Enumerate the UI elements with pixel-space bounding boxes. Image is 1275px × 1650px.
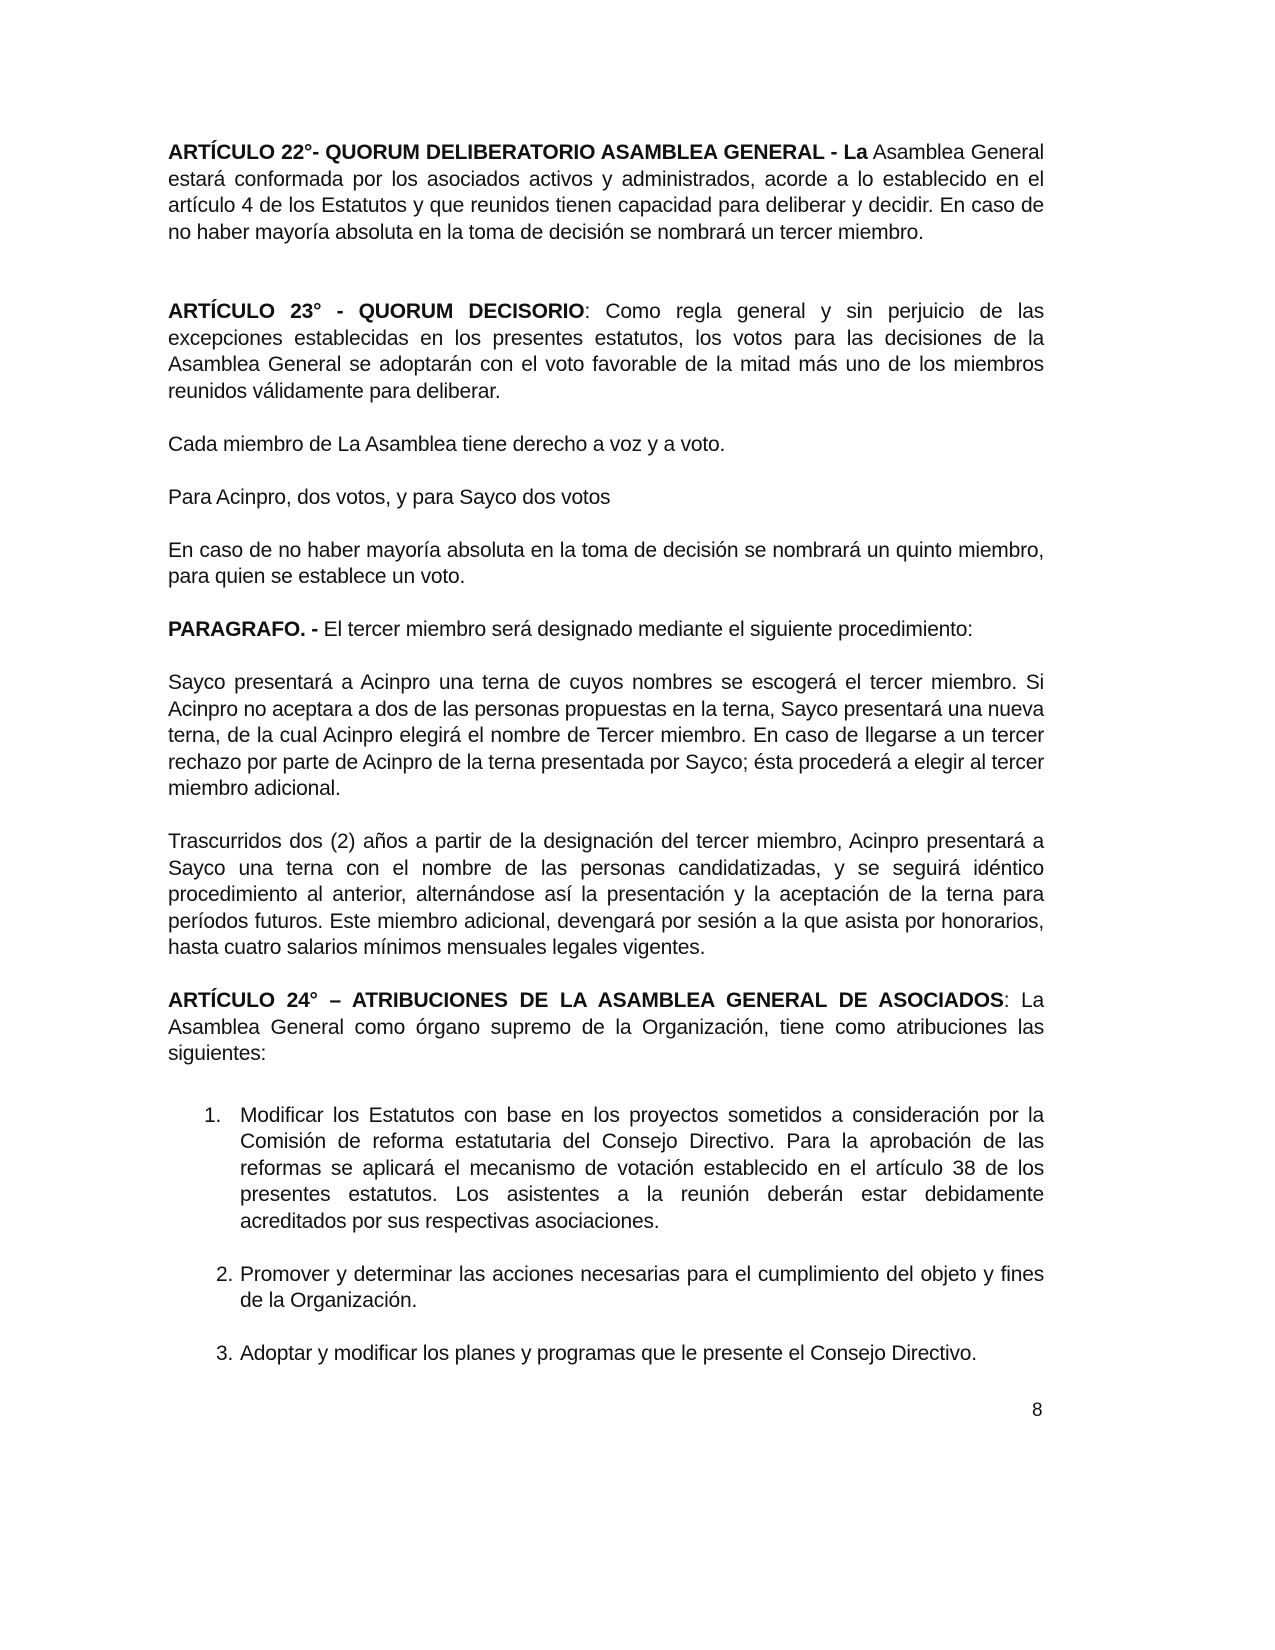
- article-23-paragraph-2: Cada miembro de La Asamblea tiene derecho a voz y a voto.: [168, 432, 726, 456]
- article-22-body: Asamblea General estará conformada por los asociados activos y administrados, acorde a lo establecido en el artículo 4 de los Estatutos y que reunidos tienen capacidad para deliberar y decidir. En caso de no haber mayoría absoluta en la toma de decisión se nombrará un tercer miembro.: [168, 141, 1044, 244]
- list-item-text: Adoptar y modificar los planes y programas que le presente el Consejo Directivo.: [240, 1342, 977, 1365]
- article-24: [168, 988, 1044, 1068]
- paragrafo-paragraph-2: Sayco presentará a Acinpro una terna de cuyos nombres se escogerá el tercer miembro. Si Acinpro no aceptara a dos de las personas propuestas en la terna, Sayco presentará una nueva terna, de la cual Acinpro elegirá el nombre de Tercer miembro. En caso de llegarse a un tercer rechazo por parte de Acinpro de la terna presentada por Sayco; ésta procederá a elegir al tercer miembro adicional.: [168, 671, 1044, 800]
- article-24-list: [168, 1103, 1044, 1368]
- article-24-heading: ARTÍCULO 24° – ATRIBUCIONES DE LA ASAMBLEA GENERAL DE ASOCIADOS: [168, 989, 1004, 1012]
- document-page: [168, 140, 1044, 1368]
- article-23-paragraph-4: En caso de no haber mayoría absoluta en la toma de decisión se nombrará un quinto miembro, para quien se establece un voto.: [168, 538, 1044, 588]
- list-item-text: Modificar los Estatutos con base en los proyectos sometidos a consideración por la Comisión de reforma estatutaria del Consejo Directivo. Para la aprobación de las reformas se aplicará el mecanismo de votación establecido en el artículo 38 de los presentes estatutos. Los asistentes a la reunión deberán estar debidamente acreditados por sus respectivas asociaciones.: [240, 1103, 1044, 1233]
- paragrafo-paragraph-3: Trascurridos dos (2) años a partir de la designación del tercer miembro, Acinpro presentará a Sayco una terna con el nombre de las personas candidatizadas, y se seguirá idéntico procedimiento al anterior, alternándose así la presentación y la aceptación de la terna para períodos futuros. Este miembro adicional, devengará por sesión a la que asista por honorarios, hasta cuatro salarios mínimos mensuales legales vigentes.: [168, 830, 1044, 959]
- article-23-paragraph-3: Para Acinpro, dos votos, y para Sayco dos votos: [168, 485, 611, 509]
- article-22: [168, 140, 1044, 246]
- article-23: [168, 299, 1044, 405]
- article-23-heading: ARTÍCULO 23° - QUORUM DECISORIO: [168, 300, 585, 323]
- list-item-number: 2.: [216, 1262, 234, 1286]
- page-number: 8: [1032, 1400, 1043, 1421]
- list-item: [168, 1262, 1044, 1315]
- paragrafo: [168, 617, 1044, 644]
- paragrafo-body: El tercer miembro será designado mediante el siguiente procedimiento:: [318, 618, 973, 641]
- article-23-body: : Como regla general y sin perjuicio de las excepciones establecidas en los presentes estatutos, los votos para las decisiones de la Asamblea General se adoptarán con el voto favorable de la mitad más uno de los miembros reunidos válidamente para deliberar.: [168, 300, 1045, 403]
- article-22-heading: ARTÍCULO 22°- QUORUM DELIBERATORIO ASAMBLEA GENERAL - La: [168, 141, 868, 164]
- paragrafo-heading: PARAGRAFO. -: [168, 618, 319, 641]
- article-24-body: : La Asamblea General como órgano supremo de la Organización, tiene como atribuciones las siguientes:: [168, 989, 1044, 1065]
- list-item-number: 1.: [204, 1103, 222, 1127]
- list-item: [168, 1103, 1044, 1236]
- list-item: [168, 1341, 1044, 1368]
- list-item-number: 3.: [216, 1342, 234, 1365]
- list-item-text: Promover y determinar las acciones necesarias para el cumplimiento del objeto y fines de la Organización.: [240, 1262, 1044, 1312]
